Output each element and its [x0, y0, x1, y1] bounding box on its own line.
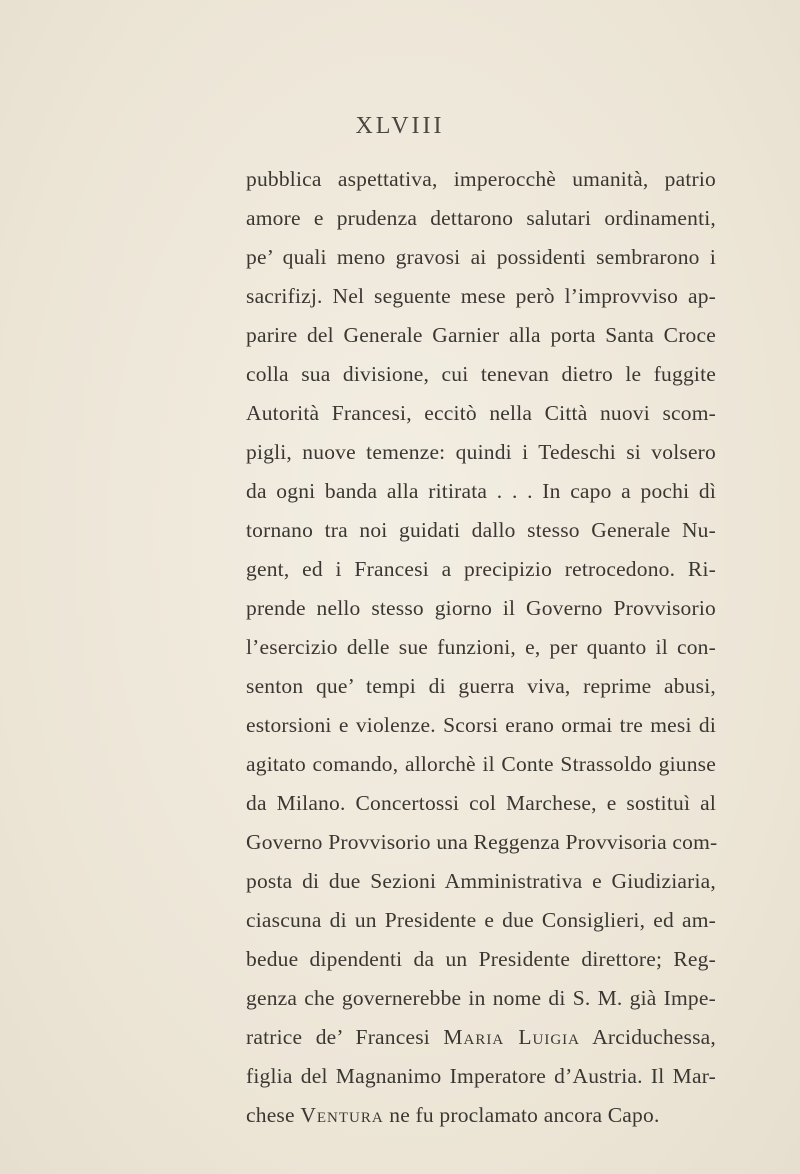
text-line: colla sua divisione, cui tenevan dietro le fuggite: [246, 362, 716, 386]
text-line: pubblica aspettativa, imperocchè umanità, patrio: [246, 167, 716, 191]
text-line: posta di due Sezioni Amministrativa e Giudiziaria,: [246, 869, 716, 893]
text-line: figlia del Magnanimo Imperatore d’Austria. Il Mar-: [246, 1064, 716, 1088]
text-line: agitato comando, allorchè il Conte Strassoldo giunse: [246, 752, 716, 776]
text-line: l’esercizio delle sue funzioni, e, per quanto il con-: [246, 635, 716, 659]
text-line: sacrifizj. Nel seguente mese però l’improvviso ap-: [246, 284, 716, 308]
text-line: da Milano. Concertossi col Marchese, e sostituì al: [246, 791, 716, 815]
page-number: XLVIII: [355, 113, 445, 139]
text-line: tornano tra noi guidati dallo stesso Generale Nu-: [246, 518, 716, 542]
text-line: amore e prudenza dettarono salutari ordinamenti,: [246, 206, 716, 230]
text-line: genza che governerebbe in nome di S. M. già Impe-: [246, 986, 716, 1010]
body-text: [246, 160, 716, 1135]
name-ventura: Ventura: [300, 1103, 384, 1127]
text-line: parire del Generale Garnier alla porta Santa Croce: [246, 323, 716, 347]
text-line: [246, 1018, 716, 1057]
text-line: prende nello stesso giorno il Governo Provvisorio: [246, 596, 716, 620]
text-run: ratrice de’ Francesi: [246, 1025, 444, 1049]
text-line: bedue dipendenti da un Presidente direttore; Reg-: [246, 947, 716, 971]
text-line: pigli, nuove temenze: quindi i Tedeschi si volsero: [246, 440, 716, 464]
text-line: [246, 1096, 716, 1135]
text-run: ne fu proclamato ancora Capo.: [383, 1103, 660, 1127]
text-line: Governo Provvisorio una Reggenza Provvisoria com-: [246, 830, 718, 854]
text-run: chese: [246, 1103, 301, 1127]
text-line: pe’ quali meno gravosi ai possidenti sembrarono i: [246, 245, 716, 269]
text-line: ciascuna di un Presidente e due Consiglieri, ed am-: [246, 908, 716, 932]
text-line: gent, ed i Francesi a precipizio retrocedono. Ri-: [246, 557, 716, 581]
text-line: estorsioni e violenze. Scorsi erano ormai tre mesi di: [246, 713, 716, 737]
text-line: senton que’ tempi di guerra viva, reprime abusi,: [246, 674, 716, 698]
text-run: Arciduchessa,: [580, 1025, 717, 1049]
text-line: da ogni banda alla ritirata . . . In capo a pochi dì: [246, 479, 716, 503]
name-maria-luigia: Maria Luigia: [443, 1025, 580, 1049]
text-line: Autorità Francesi, eccitò nella Città nuovi scom-: [246, 401, 716, 425]
